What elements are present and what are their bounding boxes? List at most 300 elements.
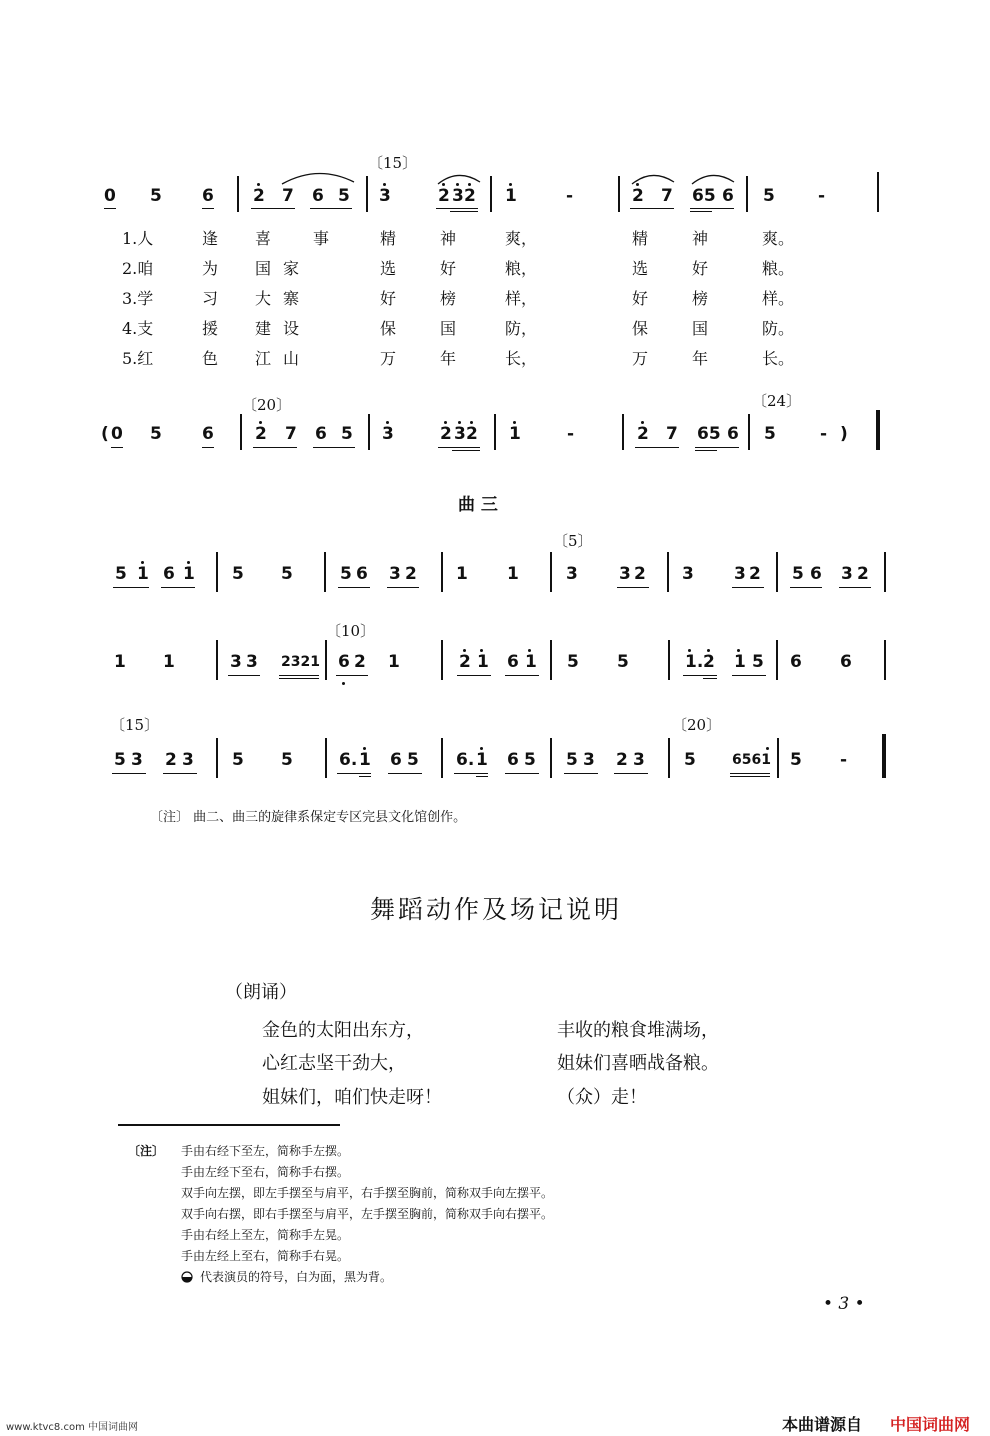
note: 6 xyxy=(338,652,350,672)
note: 1 xyxy=(477,652,489,672)
lyric-word: 防。 xyxy=(762,319,795,338)
barline xyxy=(490,176,492,212)
lyric-word: 好 xyxy=(692,259,709,278)
note: 5 xyxy=(341,424,353,444)
underline xyxy=(336,675,368,676)
note: 2 xyxy=(749,564,761,584)
lyric-word: 习 xyxy=(202,289,219,308)
note: 0 xyxy=(111,424,123,444)
underline xyxy=(112,773,146,774)
underline xyxy=(313,447,355,448)
note: 3 xyxy=(182,750,194,770)
barline xyxy=(777,738,779,778)
lyric-word: 神 xyxy=(692,229,709,248)
note: 6 xyxy=(722,186,734,206)
end-barline xyxy=(882,734,886,778)
barline xyxy=(325,640,327,680)
octave-dot xyxy=(509,183,512,186)
note: 3 xyxy=(131,750,143,770)
note: 2 xyxy=(440,424,452,444)
note-line: 双手向左摆，即左手摆至与肩平，右手摆至胸前，简称双手向左摆平。 xyxy=(181,1186,554,1200)
underline xyxy=(387,587,419,588)
song3-title: 曲 三 xyxy=(458,495,498,515)
octave-dot xyxy=(641,421,644,424)
divider xyxy=(118,1124,340,1126)
underline xyxy=(436,208,478,209)
underline xyxy=(202,208,214,209)
barline xyxy=(441,640,443,680)
close-paren: ) xyxy=(840,424,848,444)
note: 1 xyxy=(137,564,149,584)
lyric-word: 榜 xyxy=(692,289,709,308)
underline xyxy=(617,587,649,588)
note: 1. xyxy=(685,652,704,672)
lyric-word: 年 xyxy=(692,349,709,368)
lyric-word: 精 xyxy=(632,229,649,248)
note: 5 xyxy=(114,750,126,770)
note-line: 手由右经下至左，简称手左摆。 xyxy=(181,1144,350,1158)
underline xyxy=(703,678,717,679)
note: 5 xyxy=(338,186,350,206)
lyric-word: 江 xyxy=(255,349,272,368)
note: 6 xyxy=(810,564,822,584)
dash: - xyxy=(840,750,848,770)
poem-line: 金色的太阳出东方， xyxy=(262,1020,424,1041)
measure-marker: 〔24〕 xyxy=(752,392,802,410)
note: 3 xyxy=(682,564,694,584)
note: 2 xyxy=(634,564,646,584)
note: 3 xyxy=(633,750,645,770)
barline xyxy=(441,552,443,592)
underline xyxy=(695,450,717,451)
barline xyxy=(668,738,670,778)
dash: - xyxy=(566,186,574,206)
note: 6 xyxy=(315,424,327,444)
lyric-word: 粮， xyxy=(505,259,538,278)
barline xyxy=(884,640,886,680)
lyric-word: 2.咱 xyxy=(122,259,154,278)
note: 6 xyxy=(790,652,802,672)
barline xyxy=(776,552,778,592)
lyric-word: 精 xyxy=(380,229,397,248)
barline xyxy=(216,552,218,592)
barline xyxy=(216,640,218,680)
underline xyxy=(337,773,371,774)
lyric-word: 样， xyxy=(505,289,538,308)
lyric-word: 年 xyxy=(440,349,457,368)
note: 6 xyxy=(507,750,519,770)
lyric-word: 爽， xyxy=(505,229,538,248)
barline xyxy=(668,640,670,680)
slur xyxy=(280,168,360,186)
note: 3 xyxy=(230,652,242,672)
underline xyxy=(730,773,770,774)
barline xyxy=(667,552,669,592)
note: 1 xyxy=(388,652,400,672)
note: 3 xyxy=(454,424,466,444)
octave-dot xyxy=(707,649,710,652)
note: 2 xyxy=(354,652,366,672)
lyric-word: 长， xyxy=(505,349,538,368)
notation-line xyxy=(0,186,990,210)
note: 2 xyxy=(464,186,476,206)
lyric-word: 设 xyxy=(283,319,300,338)
underline xyxy=(454,773,488,774)
note: 1 xyxy=(163,652,175,672)
note: 5 xyxy=(566,750,578,770)
octave-dot xyxy=(386,421,389,424)
poem-line: 姐妹们，咱们快走呀！ xyxy=(262,1087,442,1108)
underline xyxy=(690,208,734,209)
underline xyxy=(104,208,116,209)
note: 2 xyxy=(857,564,869,584)
lyric-line xyxy=(0,256,990,278)
lyric-word: 建 xyxy=(255,319,272,338)
note: 3 xyxy=(246,652,258,672)
barline xyxy=(550,640,552,680)
note-group: 2321 xyxy=(281,654,320,670)
note: 5 xyxy=(232,564,244,584)
dash: - xyxy=(820,424,828,444)
barline xyxy=(324,552,326,592)
lyric-word: 国 xyxy=(255,259,272,278)
poem-line: 姐妹们喜晒战备粮。 xyxy=(557,1053,719,1074)
underline xyxy=(450,211,478,212)
lyric-word: 寨 xyxy=(283,289,300,308)
footnote: 〔注〕 曲二、曲三的旋律系保定专区完县文化馆创作。 xyxy=(150,810,467,825)
measure-marker: 〔15〕 xyxy=(368,154,418,172)
underline xyxy=(730,776,770,777)
note: 5 xyxy=(232,750,244,770)
octave-dot xyxy=(257,183,260,186)
barline xyxy=(618,176,620,212)
note: 2 xyxy=(459,652,471,672)
note: 5 xyxy=(567,652,579,672)
page-number: • 3 • xyxy=(823,1294,865,1314)
note: 5 xyxy=(281,564,293,584)
underline xyxy=(476,776,488,777)
notes-label: 〔注〕 xyxy=(128,1144,165,1158)
underline xyxy=(253,447,297,448)
barline xyxy=(368,414,370,450)
lyric-word: 国 xyxy=(440,319,457,338)
note: 5 xyxy=(150,424,162,444)
underline xyxy=(359,776,371,777)
lyric-word: 粮。 xyxy=(762,259,795,278)
underline xyxy=(163,773,197,774)
underline xyxy=(251,208,295,209)
lyric-word: 万 xyxy=(632,349,649,368)
octave-dot xyxy=(737,649,740,652)
lyric-word: 山 xyxy=(283,349,300,368)
measure-marker: 〔15〕 xyxy=(110,716,160,734)
note: 3 xyxy=(452,186,464,206)
underline xyxy=(338,587,370,588)
barline xyxy=(622,414,624,450)
note: 5 xyxy=(150,186,162,206)
note: 6 xyxy=(202,424,214,444)
note: 7 xyxy=(282,186,294,206)
note: 1 xyxy=(525,652,537,672)
underline xyxy=(279,675,319,676)
note: 6 xyxy=(163,564,175,584)
note: 2 xyxy=(703,652,715,672)
slur xyxy=(630,170,680,186)
lyric-word: 4.支 xyxy=(122,319,154,338)
poem-line: 丰收的粮食堆满场， xyxy=(557,1020,719,1041)
octave-dot xyxy=(766,747,769,750)
octave-dot xyxy=(688,649,691,652)
lyric-word: 选 xyxy=(380,259,397,278)
note: 1 xyxy=(507,564,519,584)
note: 1 xyxy=(509,424,521,444)
measure-marker: 〔20〕 xyxy=(672,716,722,734)
note: 0 xyxy=(104,186,116,206)
note: 2 xyxy=(253,186,265,206)
octave-dot xyxy=(383,183,386,186)
octave-dot xyxy=(480,649,483,652)
underline xyxy=(635,447,679,448)
note: 5 xyxy=(752,652,764,672)
underline xyxy=(388,773,422,774)
lyric-word: 好 xyxy=(440,259,457,278)
note: 6 xyxy=(507,652,519,672)
note: 6 xyxy=(390,750,402,770)
note-line: 双手向右摆，即右手摆至与肩平，左手摆至胸前，简称双手向右摆平。 xyxy=(181,1207,554,1221)
note: 2 xyxy=(637,424,649,444)
underline xyxy=(683,675,717,676)
measure-marker: 〔10〕 xyxy=(326,622,376,640)
underline xyxy=(457,675,491,676)
underline xyxy=(310,208,352,209)
lyric-word: 爽。 xyxy=(762,229,795,248)
underline xyxy=(732,675,766,676)
lyric-word: 保 xyxy=(380,319,397,338)
barline xyxy=(884,552,886,592)
lyric-word: 家 xyxy=(283,259,300,278)
lyric-word: 神 xyxy=(440,229,457,248)
underline xyxy=(732,587,764,588)
note: 1 xyxy=(734,652,746,672)
note: 5 xyxy=(524,750,536,770)
note-line: 手由右经上至左，简称手左晃。 xyxy=(181,1228,350,1242)
octave-dot xyxy=(463,649,466,652)
lyric-word: 国 xyxy=(692,319,709,338)
lyric-word: 长。 xyxy=(762,349,795,368)
octave-dot xyxy=(480,747,483,750)
note: 6 xyxy=(202,186,214,206)
lyric-line xyxy=(0,226,990,248)
lyric-word: 援 xyxy=(202,319,219,338)
note: 5 xyxy=(792,564,804,584)
footer-source-label: 本曲谱源自 xyxy=(782,1415,863,1434)
lyric-word: 万 xyxy=(380,349,397,368)
note: 1 xyxy=(505,186,517,206)
underline xyxy=(161,587,195,588)
lyric-word: 防， xyxy=(505,319,538,338)
footer-watermark: www.ktvc8.com 中国词曲网 xyxy=(6,1422,139,1433)
note: 1 xyxy=(183,564,195,584)
barline xyxy=(748,414,750,450)
lyric-word: 为 xyxy=(202,259,219,278)
note: 3 xyxy=(379,186,391,206)
octave-dot xyxy=(458,421,461,424)
barline xyxy=(494,414,496,450)
barline xyxy=(240,414,242,450)
octave-dot xyxy=(444,421,447,424)
barline xyxy=(441,738,443,778)
note: 5 xyxy=(617,652,629,672)
note: 1 xyxy=(476,750,488,770)
barline xyxy=(237,176,239,212)
poem-line: 心红志坚干劲大， xyxy=(262,1053,406,1074)
note: 3 xyxy=(841,564,853,584)
underline xyxy=(695,447,739,448)
underline xyxy=(113,587,149,588)
note: 5 xyxy=(790,750,802,770)
note: 2 xyxy=(405,564,417,584)
notation-line xyxy=(0,652,990,676)
underline xyxy=(790,587,822,588)
underline xyxy=(202,447,214,448)
note: 6 xyxy=(727,424,739,444)
slur xyxy=(690,170,740,186)
note: 3 xyxy=(734,564,746,584)
lyric-word: 1.人 xyxy=(122,229,154,248)
note: 2 xyxy=(438,186,450,206)
slur xyxy=(436,170,486,186)
lyric-line xyxy=(0,286,990,308)
note: 7 xyxy=(661,186,673,206)
footer-site-name: 中国词曲网 xyxy=(890,1415,971,1434)
note: 65 xyxy=(697,424,721,444)
note: 5 xyxy=(115,564,127,584)
note: 6 xyxy=(840,652,852,672)
note: 2 xyxy=(165,750,177,770)
note-line: 手由左经下至右，简称手右摆。 xyxy=(181,1165,350,1179)
barline xyxy=(877,172,879,212)
underline xyxy=(111,447,123,448)
lyric-line xyxy=(0,346,990,368)
note: 5 xyxy=(764,424,776,444)
recitation-label: （朗诵） xyxy=(225,982,297,1003)
underline xyxy=(564,773,598,774)
note: 2 xyxy=(632,186,644,206)
lyric-word: 5.红 xyxy=(122,349,154,368)
performer-symbol-icon xyxy=(181,1268,193,1280)
note: 6. xyxy=(339,750,358,770)
end-barline xyxy=(876,410,880,450)
lyric-line xyxy=(0,316,990,338)
underline xyxy=(505,675,539,676)
lyric-word: 样。 xyxy=(762,289,795,308)
lyric-word: 逢 xyxy=(202,229,219,248)
note: 6 xyxy=(356,564,368,584)
note: 1 xyxy=(359,750,371,770)
lyric-word: 好 xyxy=(380,289,397,308)
octave-dot xyxy=(187,561,190,564)
low-octave-dot xyxy=(342,682,345,685)
note-line: 手由左经上至右，简称手右晃。 xyxy=(181,1249,350,1263)
octave-dot xyxy=(141,561,144,564)
note: 1 xyxy=(114,652,126,672)
octave-dot xyxy=(528,649,531,652)
note: 7 xyxy=(666,424,678,444)
dash: - xyxy=(818,186,826,206)
note: 5 xyxy=(281,750,293,770)
note: 3 xyxy=(583,750,595,770)
note: 2 xyxy=(255,424,267,444)
lyric-word: 选 xyxy=(632,259,649,278)
underline xyxy=(839,587,871,588)
underline xyxy=(438,447,480,448)
open-paren: ( xyxy=(101,424,109,444)
lyric-word: 榜 xyxy=(440,289,457,308)
section-title: 舞蹈动作及场记说明 xyxy=(370,895,623,924)
lyric-word: 3.学 xyxy=(122,289,154,308)
octave-dot xyxy=(259,421,262,424)
notation-line xyxy=(0,564,990,588)
note: 6 xyxy=(312,186,324,206)
note: 3 xyxy=(566,564,578,584)
measure-marker: 〔5〕 xyxy=(553,532,593,550)
note: 3 xyxy=(382,424,394,444)
underline xyxy=(630,208,674,209)
lyric-word: 喜 xyxy=(255,229,272,248)
note: 6. xyxy=(456,750,475,770)
barline xyxy=(216,738,218,778)
barline xyxy=(325,738,327,778)
underline xyxy=(614,773,648,774)
note: 7 xyxy=(285,424,297,444)
barline xyxy=(366,176,368,212)
note: 5 xyxy=(407,750,419,770)
lyric-word: 好 xyxy=(632,289,649,308)
barline xyxy=(776,640,778,680)
measure-marker: 〔20〕 xyxy=(242,396,292,414)
note: 65 xyxy=(692,186,716,206)
underline xyxy=(505,773,539,774)
lyric-word: 事 xyxy=(313,229,330,248)
note-group: 6561 xyxy=(732,752,771,768)
notation-line xyxy=(0,750,990,774)
note: 2 xyxy=(616,750,628,770)
lyric-word: 色 xyxy=(202,349,219,368)
note: 3 xyxy=(619,564,631,584)
underline xyxy=(452,450,480,451)
note: 1 xyxy=(456,564,468,584)
barline xyxy=(550,552,552,592)
barline xyxy=(550,738,552,778)
barline xyxy=(746,176,748,212)
octave-dot xyxy=(470,421,473,424)
note: 3 xyxy=(389,564,401,584)
note: 2 xyxy=(466,424,478,444)
note: 5 xyxy=(684,750,696,770)
lyric-word: 大 xyxy=(255,289,272,308)
lyric-word: 保 xyxy=(632,319,649,338)
note-line: 代表演员的符号，白为面，黑为背。 xyxy=(200,1270,393,1284)
poem-line: （众）走！ xyxy=(557,1087,647,1108)
note: 5 xyxy=(340,564,352,584)
underline xyxy=(228,675,260,676)
dash: - xyxy=(567,424,575,444)
underline xyxy=(279,678,319,679)
underline xyxy=(690,211,712,212)
octave-dot xyxy=(513,421,516,424)
note: 5 xyxy=(763,186,775,206)
octave-dot xyxy=(363,747,366,750)
